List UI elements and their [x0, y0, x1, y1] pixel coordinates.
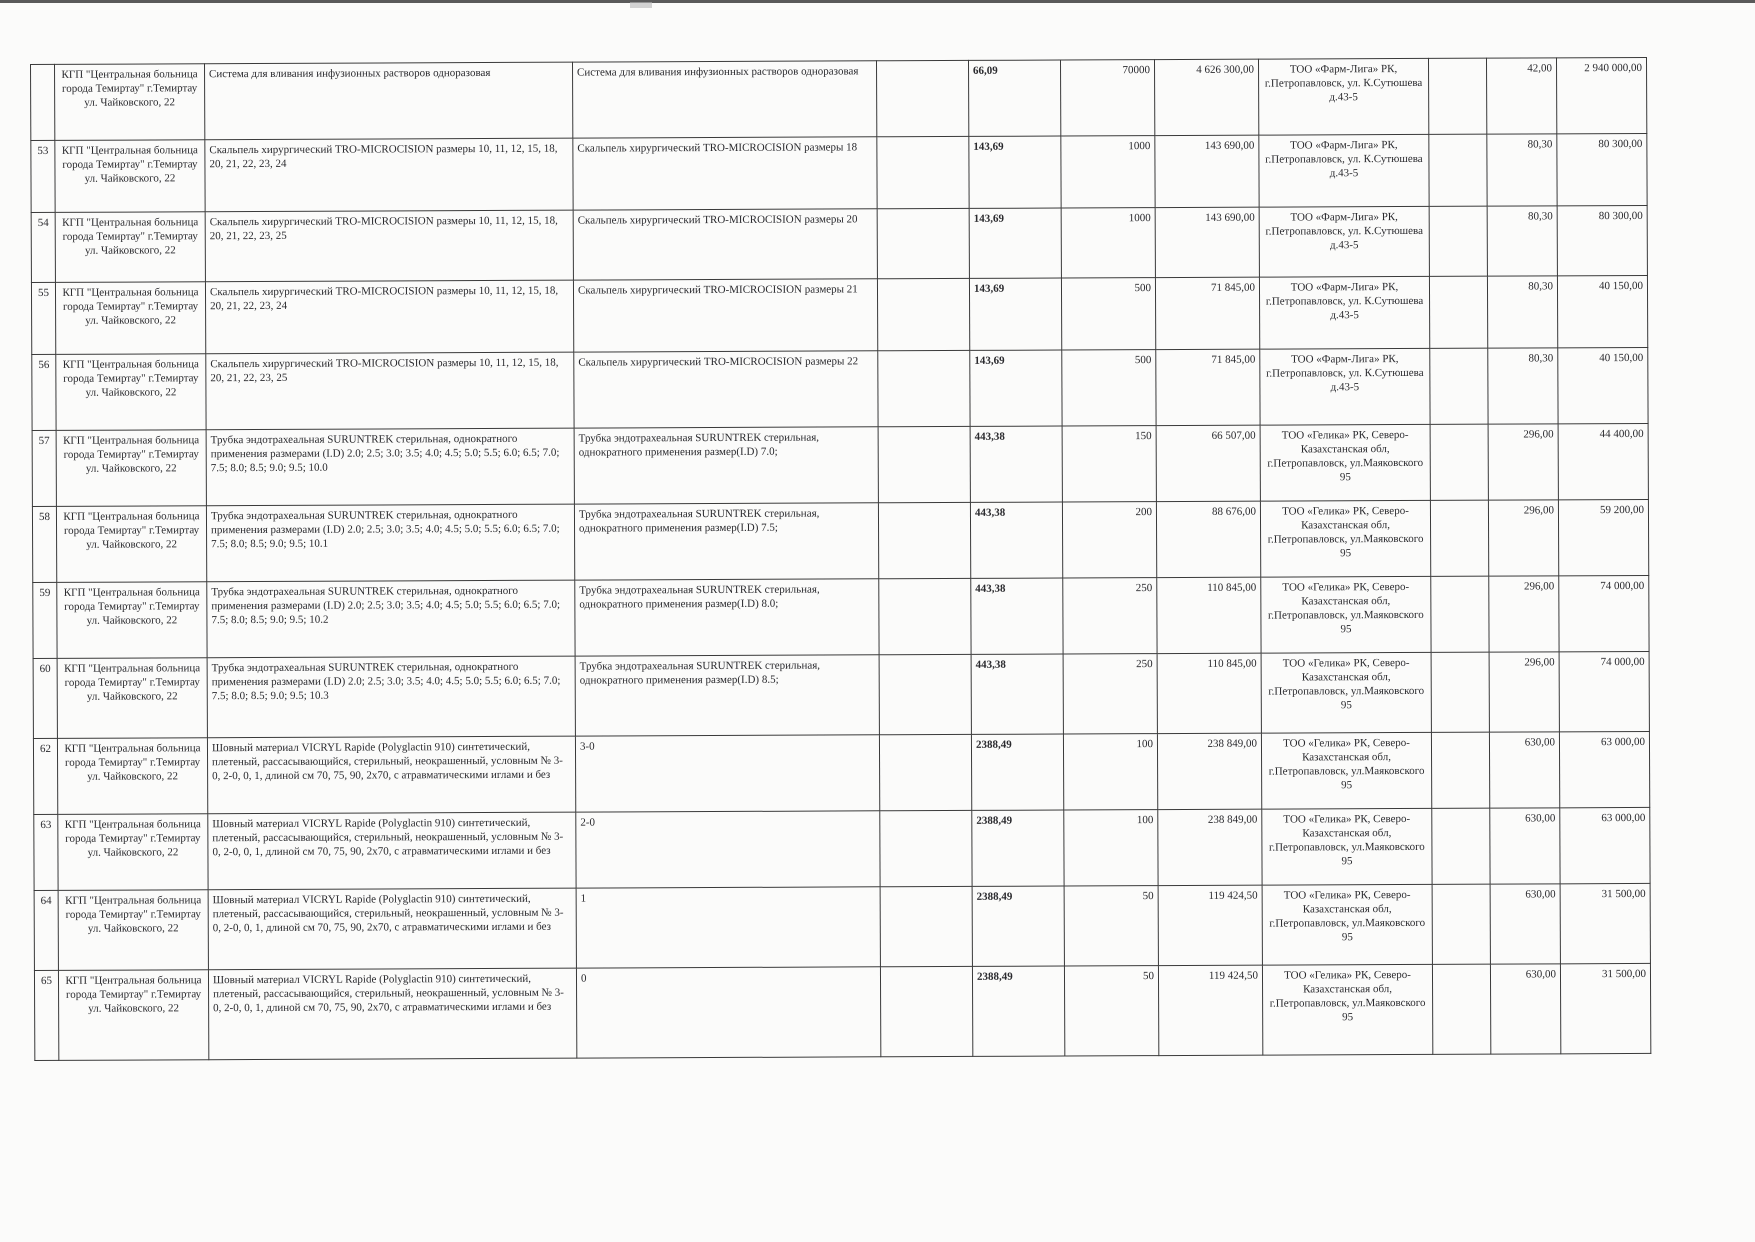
planned-sum-cell: 110 845,00: [1157, 653, 1261, 733]
table-row: [32, 423, 1648, 506]
empty-cell: [878, 426, 970, 502]
total-cell: 2 940 000,00: [1556, 57, 1646, 133]
product-spec-cell: Скальпель хирургический TRO-MICROCISION размеры 20: [573, 209, 877, 280]
supplier-cell: ТОО «Гелика» РК, Северо-Казахстанская обл, г.Петропавловск, ул.Маяковского 95: [1261, 732, 1431, 809]
customer-cell: КГП "Центральная больница города Темиртау" г.Темиртау ул. Чайковского, 22: [57, 658, 207, 739]
empty-cell: [1430, 424, 1488, 500]
product-name-cell: Скальпель хирургический TRO-MICROCISION размеры 10, 11, 12, 15, 18, 20, 21, 22, 23, 25: [206, 352, 574, 430]
customer-cell: КГП "Центральная больница города Темиртау" г.Темиртау ул. Чайковского, 22: [57, 738, 207, 815]
product-spec-cell: 0: [576, 967, 880, 1058]
unit-price-cell: 80,30: [1487, 276, 1557, 348]
quantity-cell: 500: [1062, 350, 1156, 426]
unit-price-cell: 80,30: [1487, 206, 1557, 276]
customer-cell: КГП "Центральная больница города Темиртау" г.Темиртау ул. Чайковского, 22: [56, 430, 206, 507]
product-spec-cell: Трубка эндотрахеальная SURUNTREK стерильная, однократного применения размер(I.D) 8.5;: [575, 655, 879, 736]
row-number: 56: [32, 354, 56, 430]
table-row: [31, 133, 1647, 212]
scan-top-edge: [0, 0, 1755, 3]
product-name-cell: Трубка эндотрахеальная SURUNTREK стерильная, однократного применения размерами (I.D) 2.0; 2.5; 3.0; 3.5; 4.0; 4.5; 5.0; 5.5; 6.0; 6.5; 7.0; 7.5; 8.0; 8.5; 9.0; 9.5; 10.2: [207, 580, 575, 658]
planned-price-cell: 2388,49: [972, 810, 1064, 886]
supplier-cell: ТОО «Фарм-Лига» РК, г.Петропавловск, ул. К.Сутюшева д.43-5: [1259, 134, 1429, 207]
table-row: [34, 963, 1650, 1060]
quantity-cell: 100: [1063, 734, 1157, 810]
product-name-cell: Скальпель хирургический TRO-MICROCISION размеры 10, 11, 12, 15, 18, 20, 21, 22, 23, 25: [205, 210, 573, 282]
planned-sum-cell: 143 690,00: [1155, 135, 1259, 207]
planned-price-cell: 2388,49: [972, 886, 1064, 966]
empty-cell: [879, 734, 971, 810]
row-number: 53: [31, 140, 55, 212]
customer-cell: КГП "Центральная больница города Темиртау" г.Темиртау ул. Чайковского, 22: [57, 582, 207, 659]
empty-cell: [1431, 576, 1489, 652]
product-spec-cell: Трубка эндотрахеальная SURUNTREK стерильная, однократного применения размер(I.D) 8.0;: [575, 579, 879, 656]
empty-cell: [1432, 808, 1490, 884]
planned-sum-cell: 119 424,50: [1158, 885, 1262, 965]
product-spec-cell: 3-0: [575, 735, 879, 812]
quantity-cell: 50: [1064, 886, 1158, 966]
planned-price-cell: 2388,49: [972, 966, 1064, 1056]
supplier-cell: ТОО «Гелика» РК, Северо-Казахстанская обл, г.Петропавловск, ул.Маяковского 95: [1261, 576, 1431, 653]
supplier-cell: ТОО «Гелика» РК, Северо-Казахстанская обл, г.Петропавловск, ул.Маяковского 95: [1262, 808, 1432, 885]
planned-price-cell: 443,38: [970, 502, 1062, 578]
total-cell: 40 150,00: [1557, 275, 1647, 347]
table-row: [32, 499, 1648, 582]
row-number: [31, 64, 55, 140]
customer-cell: КГП "Центральная больница города Темиртау" г.Темиртау ул. Чайковского, 22: [55, 64, 205, 141]
empty-cell: [877, 208, 969, 278]
row-number: 60: [33, 658, 57, 738]
planned-sum-cell: 110 845,00: [1157, 577, 1261, 653]
product-spec-cell: Трубка эндотрахеальная SURUNTREK стерильная, однократного применения размер(I.D) 7.0;: [574, 427, 878, 504]
planned-price-cell: 143,69: [969, 278, 1061, 350]
quantity-cell: 250: [1063, 654, 1157, 734]
quantity-cell: 200: [1062, 502, 1156, 578]
empty-cell: [880, 966, 972, 1056]
unit-price-cell: 296,00: [1488, 424, 1558, 500]
product-name-cell: Скальпель хирургический TRO-MICROCISION размеры 10, 11, 12, 15, 18, 20, 21, 22, 23, 24: [205, 138, 573, 212]
product-name-cell: Система для вливания инфузионных растворов одноразовая: [205, 62, 573, 140]
empty-cell: [1430, 500, 1488, 576]
planned-sum-cell: 71 845,00: [1155, 277, 1259, 349]
supplier-cell: ТОО «Фарм-Лига» РК, г.Петропавловск, ул. К.Сутюшева д.43-5: [1259, 276, 1429, 349]
empty-cell: [1428, 58, 1486, 134]
total-cell: 80 300,00: [1557, 205, 1647, 275]
planned-price-cell: 443,38: [970, 426, 1062, 502]
empty-cell: [878, 350, 970, 426]
empty-cell: [1429, 276, 1487, 348]
customer-cell: КГП "Центральная больница города Темиртау" г.Темиртау ул. Чайковского, 22: [56, 354, 206, 431]
table-row: [33, 651, 1649, 738]
scan-artifact: [630, 2, 652, 8]
unit-price-cell: 630,00: [1490, 964, 1560, 1054]
customer-cell: КГП "Центральная больница города Темиртау" г.Темиртау ул. Чайковского, 22: [55, 282, 205, 355]
customer-cell: КГП "Центральная больница города Темиртау" г.Темиртау ул. Чайковского, 22: [58, 970, 208, 1061]
planned-price-cell: 143,69: [969, 136, 1061, 208]
quantity-cell: 500: [1061, 278, 1155, 350]
product-spec-cell: 2-0: [576, 811, 880, 888]
empty-cell: [1429, 206, 1487, 276]
supplier-cell: ТОО «Фарм-Лига» РК, г.Петропавловск, ул. К.Сутюшева д.43-5: [1258, 58, 1428, 135]
planned-price-cell: 143,69: [969, 208, 1061, 278]
total-cell: 74 000,00: [1559, 651, 1649, 731]
row-number: 59: [33, 582, 57, 658]
product-spec-cell: 1: [576, 887, 880, 968]
quantity-cell: 70000: [1060, 60, 1154, 136]
supplier-cell: ТОО «Гелика» РК, Северо-Казахстанская обл, г.Петропавловск, ул.Маяковского 95: [1260, 424, 1430, 501]
total-cell: 74 000,00: [1559, 575, 1649, 651]
customer-cell: КГП "Центральная больница города Темиртау" г.Темиртау ул. Чайковского, 22: [55, 212, 205, 283]
empty-cell: [1431, 732, 1489, 808]
customer-cell: КГП "Центральная больница города Темиртау" г.Темиртау ул. Чайковского, 22: [58, 814, 208, 891]
table-row: [31, 205, 1647, 282]
row-number: 54: [31, 212, 55, 282]
table-row: [33, 575, 1649, 658]
planned-sum-cell: 238 849,00: [1158, 809, 1262, 885]
supplier-cell: ТОО «Фарм-Лига» РК, г.Петропавловск, ул. К.Сутюшева д.43-5: [1259, 206, 1429, 277]
total-cell: 44 400,00: [1558, 423, 1648, 499]
product-spec-cell: Трубка эндотрахеальная SURUNTREK стерильная, однократного применения размер(I.D) 7.5;: [574, 503, 878, 580]
document-page: [30, 57, 1651, 1188]
empty-cell: [878, 502, 970, 578]
row-number: 62: [33, 738, 57, 814]
unit-price-cell: 630,00: [1489, 732, 1559, 808]
empty-cell: [1432, 964, 1490, 1054]
unit-price-cell: 42,00: [1486, 58, 1556, 134]
row-number: 65: [34, 970, 58, 1060]
supplier-cell: ТОО «Гелика» РК, Северо-Казахстанская обл, г.Петропавловск, ул.Маяковского 95: [1262, 964, 1432, 1055]
table-row: [31, 275, 1647, 354]
planned-price-cell: 443,38: [971, 654, 1063, 734]
total-cell: 63 000,00: [1559, 731, 1649, 807]
quantity-cell: 100: [1064, 810, 1158, 886]
planned-price-cell: 143,69: [970, 350, 1062, 426]
row-number: 55: [31, 282, 55, 354]
supplier-cell: ТОО «Гелика» РК, Северо-Казахстанская обл, г.Петропавловск, ул.Маяковского 95: [1261, 652, 1431, 733]
unit-price-cell: 80,30: [1488, 348, 1558, 424]
table-row: [32, 347, 1648, 430]
empty-cell: [877, 278, 969, 350]
total-cell: 31 500,00: [1560, 883, 1650, 963]
quantity-cell: 250: [1063, 578, 1157, 654]
row-number: 64: [34, 890, 58, 970]
quantity-cell: 1000: [1061, 136, 1155, 208]
empty-cell: [879, 578, 971, 654]
supplier-cell: ТОО «Гелика» РК, Северо-Казахстанская обл, г.Петропавловск, ул.Маяковского 95: [1262, 884, 1432, 965]
quantity-cell: 150: [1062, 426, 1156, 502]
product-name-cell: Трубка эндотрахеальная SURUNTREK стерильная, однократного применения размерами (I.D) 2.0; 2.5; 3.0; 3.5; 4.0; 4.5; 5.0; 5.5; 6.0; 6.5; 7.0; 7.5; 8.0; 8.5; 9.0; 9.5; 10.3: [207, 656, 575, 738]
total-cell: 31 500,00: [1560, 963, 1650, 1053]
planned-sum-cell: 88 676,00: [1156, 501, 1260, 577]
empty-cell: [1432, 884, 1490, 964]
supplier-cell: ТОО «Гелика» РК, Северо-Казахстанская обл, г.Петропавловск, ул.Маяковского 95: [1260, 500, 1430, 577]
product-name-cell: Трубка эндотрахеальная SURUNTREK стерильная, однократного применения размерами (I.D) 2.0; 2.5; 3.0; 3.5; 4.0; 4.5; 5.0; 5.5; 6.0; 6.5; 7.0; 7.5; 8.0; 8.5; 9.0; 9.5; 10.1: [206, 504, 574, 582]
empty-cell: [880, 810, 972, 886]
product-spec-cell: Система для вливания инфузионных растворов одноразовая: [572, 61, 876, 138]
empty-cell: [879, 654, 971, 734]
table-body: [31, 57, 1651, 1060]
unit-price-cell: 296,00: [1489, 652, 1559, 732]
product-name-cell: Шовный материал VICRYL Rapide (Polyglactin 910) синтетический, плетеный, рассасывающийся, стерильный, неокрашенный, условным № 3-0, 2-0, 0, 1, длиной см 70, 75, 90, 2x70, с атравматическими иглами и без: [208, 968, 576, 1060]
unit-price-cell: 296,00: [1488, 500, 1558, 576]
total-cell: 40 150,00: [1558, 347, 1648, 423]
planned-sum-cell: 71 845,00: [1156, 349, 1260, 425]
planned-sum-cell: 66 507,00: [1156, 425, 1260, 501]
table-row: [34, 807, 1650, 890]
empty-cell: [880, 886, 972, 966]
procurement-table: [30, 57, 1651, 1061]
unit-price-cell: 296,00: [1489, 576, 1559, 652]
customer-cell: КГП "Центральная больница города Темиртау" г.Темиртау ул. Чайковского, 22: [58, 890, 208, 971]
quantity-cell: 1000: [1061, 208, 1155, 278]
total-cell: 63 000,00: [1560, 807, 1650, 883]
planned-sum-cell: 4 626 300,00: [1154, 59, 1258, 135]
product-name-cell: Шовный материал VICRYL Rapide (Polyglactin 910) синтетический, плетеный, рассасывающийся, стерильный, неокрашенный, условным № 3-0, 2-0, 0, 1, длиной см 70, 75, 90, 2x70, с атравматическими иглами и без: [208, 888, 576, 970]
quantity-cell: 50: [1064, 966, 1158, 1056]
total-cell: 59 200,00: [1558, 499, 1648, 575]
unit-price-cell: 630,00: [1490, 884, 1560, 964]
table-row: [31, 57, 1647, 140]
unit-price-cell: 630,00: [1490, 808, 1560, 884]
empty-cell: [876, 60, 968, 136]
empty-cell: [877, 136, 969, 208]
product-spec-cell: Скальпель хирургический TRO-MICROCISION размеры 22: [574, 351, 878, 428]
empty-cell: [1431, 652, 1489, 732]
table-row: [33, 731, 1649, 814]
total-cell: 80 300,00: [1557, 133, 1647, 205]
planned-sum-cell: 143 690,00: [1155, 207, 1259, 277]
planned-price-cell: 443,38: [971, 578, 1063, 654]
product-name-cell: Скальпель хирургический TRO-MICROCISION размеры 10, 11, 12, 15, 18, 20, 21, 22, 23, 24: [205, 280, 573, 354]
row-number: 58: [32, 506, 56, 582]
product-spec-cell: Скальпель хирургический TRO-MICROCISION размеры 18: [573, 137, 877, 210]
product-name-cell: Шовный материал VICRYL Rapide (Polyglactin 910) синтетический, плетеный, рассасывающийся, стерильный, неокрашенный, условным № 3-0, 2-0, 0, 1, длиной см 70, 75, 90, 2x70, с атравматическими иглами и без: [208, 812, 576, 890]
empty-cell: [1430, 348, 1488, 424]
customer-cell: КГП "Центральная больница города Темиртау" г.Темиртау ул. Чайковского, 22: [55, 140, 205, 213]
unit-price-cell: 80,30: [1487, 134, 1557, 206]
product-name-cell: Трубка эндотрахеальная SURUNTREK стерильная, однократного применения размерами (I.D) 2.0; 2.5; 3.0; 3.5; 4.0; 4.5; 5.0; 5.5; 6.0; 6.5; 7.0; 7.5; 8.0; 8.5; 9.0; 9.5; 10.0: [206, 428, 574, 506]
planned-price-cell: 2388,49: [971, 734, 1063, 810]
planned-sum-cell: 119 424,50: [1158, 965, 1262, 1055]
table-row: [34, 883, 1650, 970]
product-spec-cell: Скальпель хирургический TRO-MICROCISION размеры 21: [573, 279, 877, 352]
customer-cell: КГП "Центральная больница города Темиртау" г.Темиртау ул. Чайковского, 22: [56, 506, 206, 583]
row-number: 57: [32, 430, 56, 506]
planned-price-cell: 66,09: [968, 60, 1060, 136]
planned-sum-cell: 238 849,00: [1157, 733, 1261, 809]
empty-cell: [1429, 134, 1487, 206]
row-number: 63: [34, 814, 58, 890]
supplier-cell: ТОО «Фарм-Лига» РК, г.Петропавловск, ул. К.Сутюшева д.43-5: [1260, 348, 1430, 425]
product-name-cell: Шовный материал VICRYL Rapide (Polyglactin 910) синтетический, плетеный, рассасывающийся, стерильный, неокрашенный, условным № 3-0, 2-0, 0, 1, длиной см 70, 75, 90, 2x70, с атравматическими иглами и без: [207, 736, 575, 814]
